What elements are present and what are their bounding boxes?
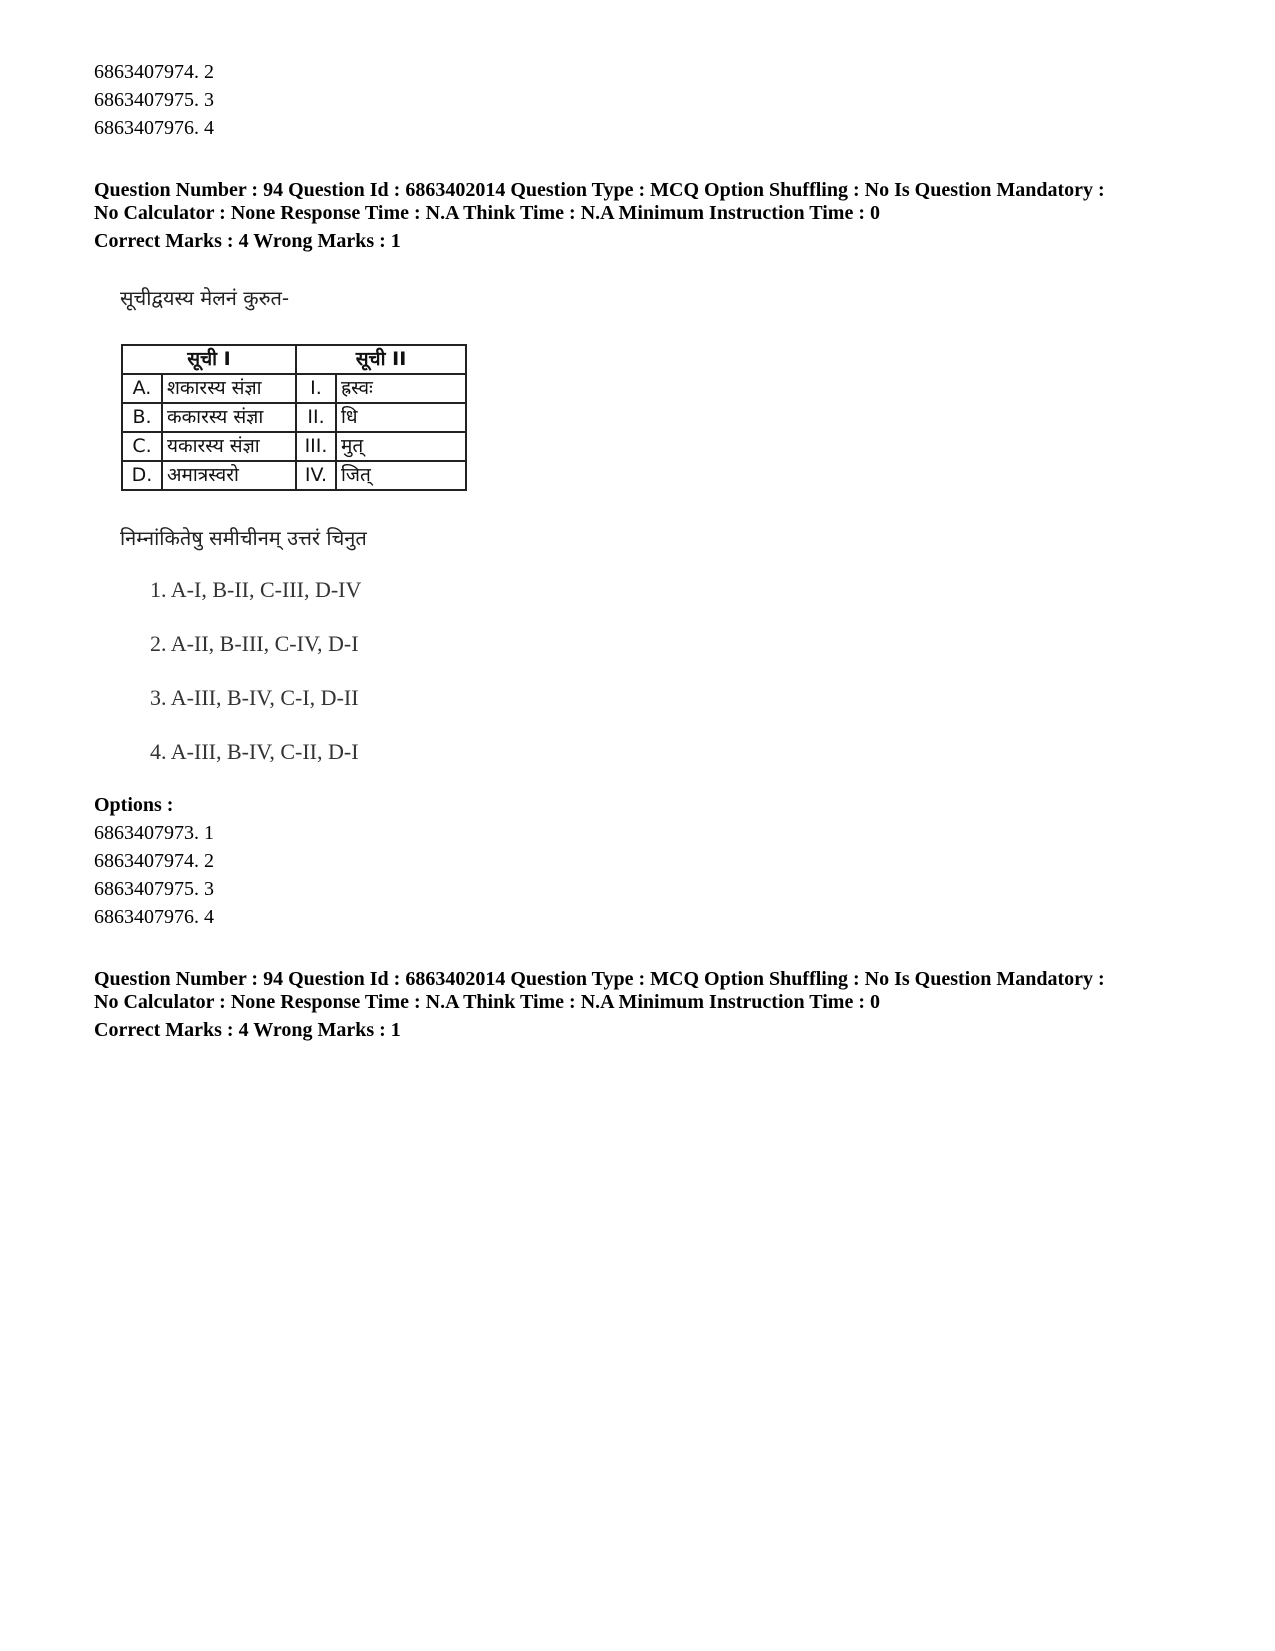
option-line: 6863407974. 2 (94, 850, 214, 872)
list2-header: सूची II (296, 345, 466, 374)
list2-item: ह्रस्वः (336, 374, 466, 403)
question-meta-line2: No Calculator : None Response Time : N.A Think Time : N.A Minimum Instruction Time : 0 (94, 991, 880, 1013)
row-letter: D. (122, 461, 162, 490)
table-row (122, 461, 466, 490)
table-header-row (122, 345, 466, 374)
table-row (122, 374, 466, 403)
list1-item: ककारस्य संज्ञा (162, 403, 296, 432)
table-row (122, 432, 466, 461)
list1-header: सूची I (122, 345, 296, 374)
row-roman: IV. (296, 461, 336, 490)
match-table (121, 344, 467, 491)
option-line: 6863407973. 1 (94, 822, 214, 844)
list2-item: मुत् (336, 432, 466, 461)
option-line: 6863407976. 4 (94, 117, 214, 139)
table-row (122, 403, 466, 432)
list2-item: धि (336, 403, 466, 432)
answer-choice: 4. A-III, B-IV, C-II, D-I (150, 739, 359, 764)
question-meta-line1: Question Number : 94 Question Id : 6863402014 Question Type : MCQ Option Shuffling : No Is Question Mandatory : (94, 968, 1105, 990)
row-letter: A. (122, 374, 162, 403)
option-line: 6863407974. 2 (94, 61, 214, 83)
option-line: 6863407975. 3 (94, 878, 214, 900)
row-roman: II. (296, 403, 336, 432)
question-meta-line2: No Calculator : None Response Time : N.A Think Time : N.A Minimum Instruction Time : 0 (94, 202, 880, 224)
list2-item: जित् (336, 461, 466, 490)
row-roman: III. (296, 432, 336, 461)
question-instruction: निम्नांकितेषु समीचीनम् उत्तरं चिनुत (120, 526, 367, 550)
question-marks: Correct Marks : 4 Wrong Marks : 1 (94, 230, 401, 252)
list1-item: अमात्रस्वरो (162, 461, 296, 490)
answer-choice: 2. A-II, B-III, C-IV, D-I (150, 631, 359, 656)
question-meta-line1: Question Number : 94 Question Id : 6863402014 Question Type : MCQ Option Shuffling : No Is Question Mandatory : (94, 179, 1105, 201)
question-prompt: सूचीद्वयस्य मेलनं कुरुत- (120, 286, 290, 310)
answer-choice: 3. A-III, B-IV, C-I, D-II (150, 685, 359, 710)
question-marks: Correct Marks : 4 Wrong Marks : 1 (94, 1019, 401, 1041)
list1-item: शकारस्य संज्ञा (162, 374, 296, 403)
option-line: 6863407975. 3 (94, 89, 214, 111)
answer-choice: 1. A-I, B-II, C-III, D-IV (150, 577, 362, 602)
row-roman: I. (296, 374, 336, 403)
options-label: Options : (94, 794, 174, 816)
row-letter: B. (122, 403, 162, 432)
row-letter: C. (122, 432, 162, 461)
list1-item: यकारस्य संज्ञा (162, 432, 296, 461)
option-line: 6863407976. 4 (94, 906, 214, 928)
